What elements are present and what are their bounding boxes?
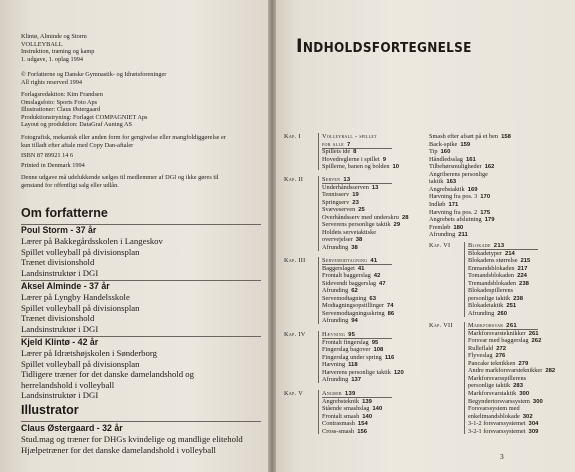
illustrator-name: Claus Østergaard - 32 år [21,423,123,433]
toc-page-number: 63 [369,295,376,302]
toc-text: Blokadens størrelse [468,257,518,265]
toc-page-number: 302 [522,413,533,420]
toc-page-number: 215 [520,258,531,265]
author-detail-line: Trænet divisionshold [21,313,95,324]
toc-page-number: 171 [448,201,459,208]
toc-entry [429,171,488,179]
toc-page-number: 118 [348,362,358,369]
toc-text: Markforsvarsteknikker [468,329,526,337]
toc-text: Forsvarssystem med [468,405,520,413]
toc-page-number: 28 [401,214,409,221]
toc-page-number: 139 [362,398,372,405]
toc-text: Hævning fra pos. 3 [429,193,478,201]
toc-text: Blokadespillerens [468,287,514,295]
toc-entry [429,231,468,240]
toc-page-number: 86 [387,310,395,317]
toc-page-number: 120 [393,369,404,376]
toc-text: personlige taktik [468,382,511,390]
toc-text: Hævning fra pos. 2 [429,208,478,216]
colophon-line: Layout og produktion: DataGraf Auning AS [21,121,133,129]
toc-chapter-label: Kap. IV [284,331,306,338]
toc-page-number: 162 [484,164,495,171]
colophon-line: Forlagsredaktion: Kim Frandsen [21,91,103,98]
colophon-line: 1. udgave, 1. oplag 1994 [21,55,84,63]
toc-page-number: 140 [362,413,373,420]
toc-text: Fingerslag under spring [322,353,382,361]
toc-page-number: 137 [351,377,362,384]
book-gutter [268,0,276,472]
colophon-line: All rights reserved 1994 [21,78,83,86]
toc-text: Angriberens personlige [429,170,488,178]
toc-entry [468,405,520,413]
toc-text: Hævning [322,331,346,338]
toc-text: Servemodtagning [322,294,367,302]
toc-title: Indholdsfortegnelse [296,35,472,57]
author-name: Aksel Alminde - 37 år [21,281,110,291]
colophon-line: Omslagsfoto: Sports Foto Aps [21,98,98,106]
colophon-line: Klintø, Alminde og Storm [21,33,87,40]
toc-page-number: 238 [513,295,523,302]
toc-text: Afrunding [322,317,349,325]
colophon-block-5 [21,152,266,160]
colophon-line: © Forfatterne og Danske Gymnastik- og Idrætsforeninger [21,71,167,78]
page-number: 3 [500,452,504,461]
colophon-line: Denne udgave må udelukkende sælges til medlemmer af DGI og ikke gøres til [21,174,219,181]
toc-page-number: 9 [382,156,386,163]
author-details [21,292,266,334]
chapter-vertical-rule [464,242,465,317]
colophon-line: Fotografisk, mekanisk eller anden form for gengivelse eller mangfoldiggørelse er [21,134,226,141]
toc-entry [322,428,367,437]
toc-page-number: 116 [384,354,395,361]
colophon-block-3 [21,91,266,129]
toc-text: Angrebsteknik [322,397,360,405]
colophon-block-4 [21,134,266,149]
colophon-block-7 [21,174,266,189]
toc-page-number: 261 [506,323,518,329]
toc-page-number: 213 [493,243,505,249]
toc-text: Afrunding [468,309,495,317]
toc-text: Angrebets afslutning [429,216,482,224]
author-name: Poul Storm - 37 år [21,225,97,235]
colophon-block-2 [21,71,266,86]
toc-page-number: 261 [528,330,539,337]
toc-page-number: 251 [506,303,517,310]
toc-page-number: 224 [517,273,527,280]
toc-page-number: 238 [519,280,529,287]
toc-text: Sidevendt baggerslag [322,279,377,287]
toc-page-number: 161 [465,156,476,163]
toc-entry [322,244,358,253]
toc-text: Hæverens personlige taktik [322,368,391,376]
toc-text: Overhåndsserv med underskru [322,213,399,221]
toc-page-number: 139 [344,391,356,397]
toc-text: Serverens personlige taktik [322,221,391,229]
colophon-line: genstand for offentligt salg eller udlån. [21,181,119,189]
toc-text: Underhåndsserven [322,183,369,191]
toc-text: Frontalt smash [322,412,360,420]
author-detail-line: Spillet volleyball på divisionsplan [21,358,140,369]
toc-entry [322,317,358,326]
toc-text: Holdets servetaktiske [322,228,377,236]
toc-page-number: 170 [480,194,491,201]
toc-page-number: 8 [353,149,357,156]
toc-text: Frontalt fingerslag [322,338,369,346]
toc-text: Fingerslag bagover [322,346,371,354]
toc-page-number: 169 [467,186,478,193]
toc-text: Tennisserv [322,191,350,199]
toc-text: Angreb [322,390,342,397]
illustrator-detail-line: Hjælpetræner for det danske damelandshold i volleyball [21,444,216,455]
colophon-line: VOLLEYBALL [21,40,63,48]
author-detail-line: Landsinstruktør i DGI [21,267,99,278]
toc-page-number: 41 [357,265,365,272]
toc-text: 3-1-2 forsvarssystemet [468,420,526,428]
illustrator-detail-line: Stud.mag og træner for DHGs kvindelige og mandlige elitehold [21,434,243,444]
toc-page-number: 154 [357,421,368,428]
toc-text: Blokadetyper [468,249,502,257]
toc-page-number: 282 [545,368,556,375]
toc-page-number: 217 [517,265,528,272]
toc-page-number: 309 [528,428,539,435]
toc-page-number: 179 [484,217,495,224]
toc-page-number: 140 [372,406,383,413]
toc-text: Flyveslag [468,352,493,360]
toc-text: 3-2-1 forsvarssystemet [468,427,526,435]
author-details [21,348,266,401]
toc-text: Markforsvarstaktik [468,389,517,397]
chapter-vertical-rule [318,257,319,324]
toc-page-number: 13 [343,177,351,183]
chapter-vertical-rule [464,322,465,434]
toc-text: enkeltmandsblokade [468,412,520,420]
colophon-block-1 [21,33,266,63]
toc-page-number: 47 [379,280,386,287]
toc-entry [468,287,513,295]
toc-page-number: 13 [371,184,379,191]
toc-entry [322,163,399,172]
toc-text: Pancake teknikken [468,359,516,367]
toc-text: Tremandsblokaden [468,279,517,287]
authors-heading: Om forfatterne [21,206,108,220]
colophon-block-6 [21,162,266,170]
divider [21,421,261,422]
author-detail-line: Trænet divisionshold [21,257,95,268]
toc-page-number: 279 [518,360,529,367]
toc-chapter-label: Kap. II [284,176,304,183]
author-detail-line: Tidligere træner for det danske damelandshold og [21,369,194,380]
toc-text: Modtagningsopstillinger [322,302,384,310]
toc-text: Frontalt baggerslag [322,272,371,280]
toc-text: Andre markforsvarsteknikker [468,367,543,375]
author-detail-line: Spillet volleyball på divisionsplan [21,302,140,313]
toc-text: Angrebstaktik [429,185,465,193]
chapter-vertical-rule [318,133,319,170]
toc-page-number: 276 [495,353,506,360]
author-detail-line: Spillet volleyball på divisionsplan [21,246,140,257]
toc-text: Fremløb [429,223,451,231]
toc-chapter-label: Kap. V [284,390,304,397]
author-detail-line: herrelandshold i volleyball [21,379,115,390]
toc-page-number: 19 [352,192,359,199]
toc-text: Afrunding [322,376,349,384]
toc-text: Markforsvar [468,322,504,329]
toc-text: Markforsvarsspillerens [468,374,527,382]
toc-page-number: 214 [504,250,515,257]
toc-page-number: 262 [531,338,542,345]
toc-chapter-title: Volleyball - spillet [322,133,377,140]
toc-text: Indløb [429,200,446,208]
toc-entry [322,229,376,237]
toc-entry [322,376,361,385]
toc-text: Contrasmash [322,420,355,428]
toc-text: for alle [322,140,344,148]
toc-text: Afrunding [322,287,349,295]
author-detail-line: Landsinstruktør i DGI [21,390,99,401]
toc-entry [468,310,507,319]
colophon-line: Instruktion, træning og kamp [21,48,95,56]
toc-text: Back-spike [429,140,458,148]
toc-page-number: 95 [371,339,379,346]
chapter-vertical-rule [318,331,319,383]
toc-text: Blokade [468,242,491,249]
toc-text: overvejelser [322,236,353,244]
toc-page-number: 42 [373,273,381,280]
toc-chapter-label: Kap. I [284,133,301,140]
toc-page-number: 175 [480,209,491,216]
toc-page-number: 74 [386,303,394,310]
colophon-line: kun tilladt efter aftale med Copy Dan-aftaler [21,141,134,149]
colophon-line: Produktionstryning: Forlaget COMPAGNIET Aps [21,113,148,121]
toc-page-number: 272 [496,345,507,352]
toc-text: Hovedreglerne i spillet [322,155,380,163]
toc-page-number: 160 [440,149,451,156]
toc-page-number: 7 [346,141,351,148]
toc-text: Cross-smash [322,427,355,435]
toc-page-number: 163 [446,179,457,186]
toc-text: Afrunding [322,243,349,251]
toc-page-number: 300 [532,398,543,405]
toc-text: Spillerne, banen og bolden [322,163,390,171]
toc-page-number: 23 [352,199,359,206]
toc-text: Smash efter afsæt på et ben [429,133,499,140]
toc-text: Rulleflald [468,344,494,352]
toc-text: Stående smashslag [322,405,370,413]
author-detail-line: Landsinstruktør i DGI [21,323,99,334]
toc-text: Springserv [322,198,350,206]
toc-chapter-label: Kap. VI [429,242,451,249]
author-detail-line: Lærer på Idrætshøjskolen i Sønderborg [21,348,157,358]
chapter-vertical-rule [318,176,319,251]
toc-text: Hævning [322,361,346,369]
author-details [21,236,266,278]
toc-text: taktik [429,178,444,186]
toc-page-number: 41 [370,258,378,264]
colophon-line: Printed in Denmark 1994 [21,162,85,169]
illustrator-details [21,434,266,455]
toc-page-number: 95 [348,332,356,338]
toc-text: Forsvar med baggerslag [468,337,529,345]
toc-page-number: 10 [392,164,400,171]
toc-page-number: 180 [453,224,464,231]
toc-text: Servemodtagning [322,257,368,264]
toc-page-number: 38 [355,237,363,244]
toc-text: Svæveserven [322,206,356,214]
toc-chapter-label: Kap. III [284,257,306,264]
toc-text: Tip [429,148,438,156]
toc-page-number: 158 [501,134,511,140]
toc-text: Baggerslaget [322,264,355,272]
colophon-line: ISBN 87 89921 14 6 [21,152,74,159]
toc-text: Blokadetaktik [468,302,504,310]
toc-page-number: 283 [513,383,523,390]
toc-page-number: 159 [460,141,471,148]
toc-page-number: 156 [357,428,368,435]
toc-page-number: 260 [497,310,508,317]
chapter-vertical-rule [318,390,319,434]
author-detail-line: Lærer på Lyngby Handelsskole [21,292,130,302]
toc-page-number: 38 [351,244,358,251]
toc-text: Spillets idé [322,148,351,156]
author-name: Kjeld Klintø - 42 år [21,337,99,347]
toc-page-number: 94 [351,318,358,325]
toc-text: Enmandsblokaden [468,264,515,272]
toc-page-number: 108 [373,347,384,354]
toc-text: Begyndertorsvarssystem [468,397,530,405]
author-detail-line: Lærer på Bakkegårdsskolen i Langeskov [21,236,163,246]
toc-page-number: 29 [393,222,401,229]
toc-page-number: 25 [358,207,365,214]
toc-text: Serven [322,176,341,183]
toc-page-number: 304 [528,421,539,428]
toc-text: Tomandsblokaden [468,272,515,280]
toc-entry [468,375,526,383]
illustrator-heading: Illustrator [21,403,79,417]
toc-page-number: 211 [458,232,468,239]
toc-page-number: 62 [351,288,358,295]
toc-text: Håndledsslag [429,155,463,163]
toc-text: Servemodtagningsskring [322,309,385,317]
toc-text: personlige taktik [468,294,511,302]
toc-text: Tilbehørsmuligheder [429,163,482,171]
toc-entry [468,428,538,437]
toc-text: Afrunding [429,231,456,239]
colophon-line: Illustrationer: Claus Østergaard [21,106,101,114]
toc-page-number: 300 [519,390,530,397]
toc-chapter-label: Kap. VII [429,322,453,329]
